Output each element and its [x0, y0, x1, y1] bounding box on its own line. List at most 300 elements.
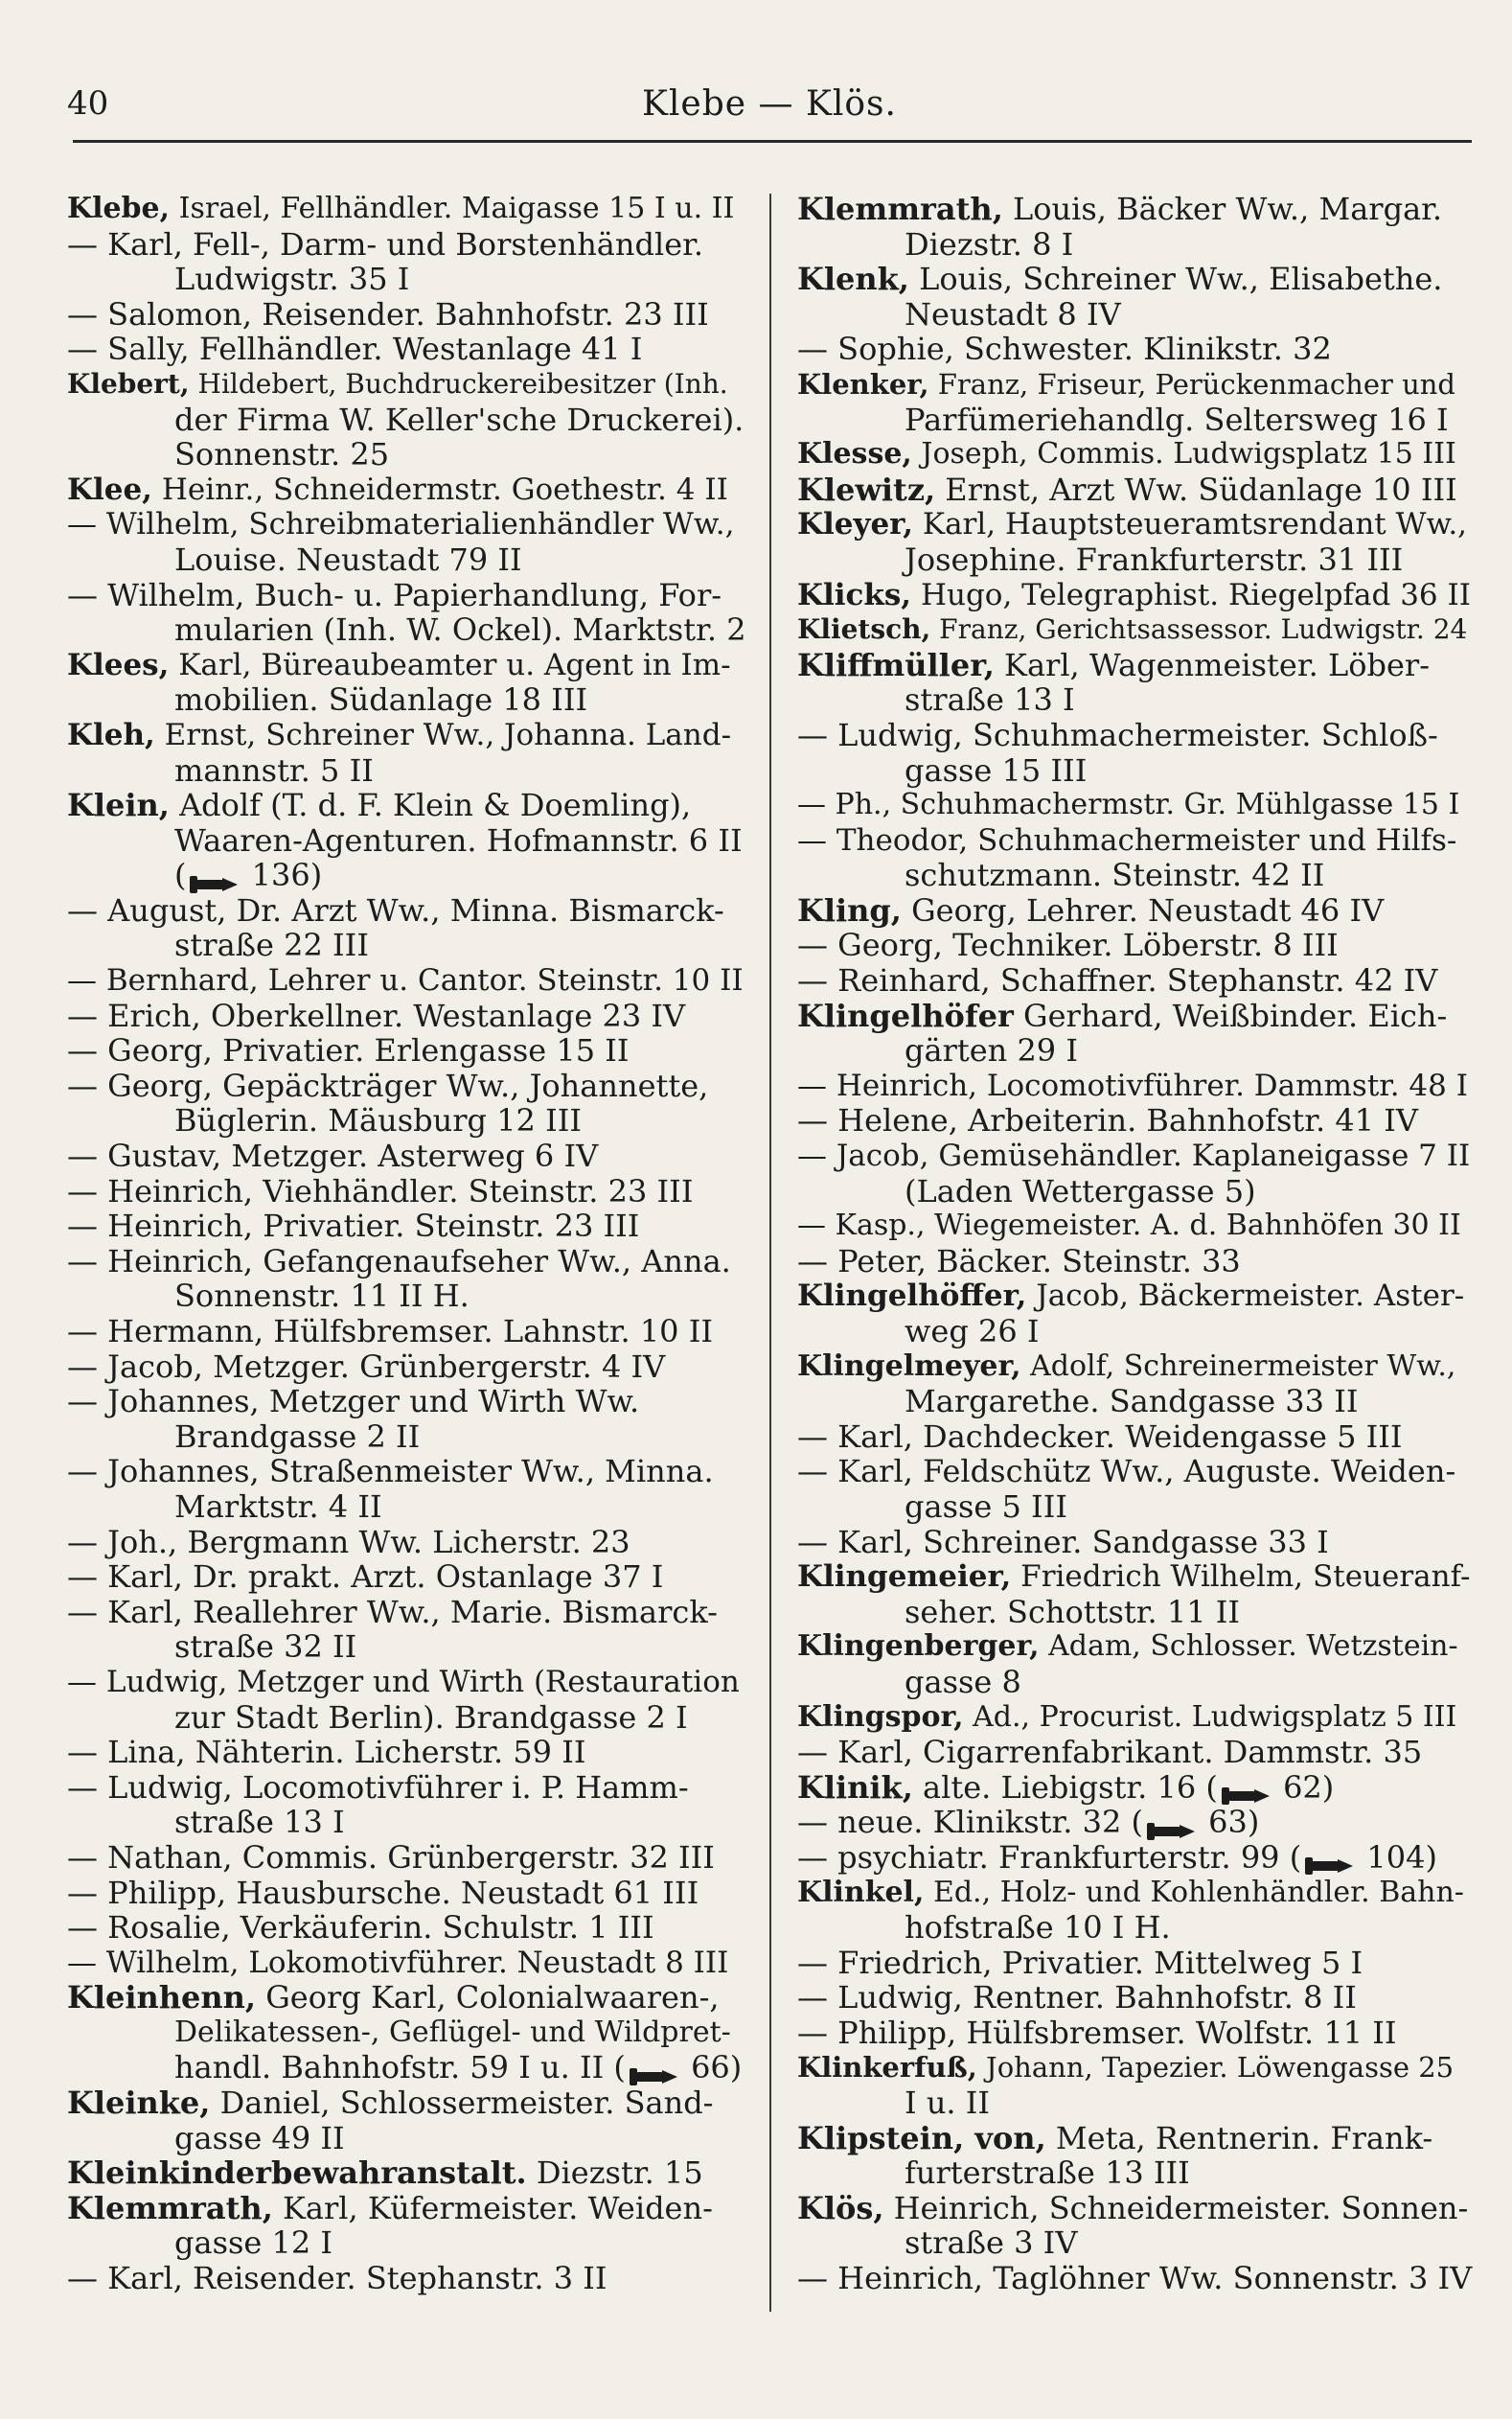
entry-line [67, 2191, 747, 2226]
entry-line [797, 1595, 1476, 1630]
entry-line [67, 297, 747, 333]
entry-text: Ad., Procurist. Ludwigsplatz 5 III [963, 1699, 1457, 1734]
entry-text: Karl, Wagenmeister. Löber- [994, 646, 1431, 683]
entry-text: — Georg, Privatier. Erlengasse 15 II [67, 1032, 630, 1070]
entry-text: — Ludwig, Metzger und Wirth (Restauration [67, 1664, 740, 1699]
entry-text: — Lina, Nähterin. Licherstr. 59 II [67, 1734, 586, 1771]
entry-text: Karl, Küfermeister. Weiden- [272, 2189, 713, 2226]
entry-line [67, 403, 747, 438]
directory-entry [797, 578, 1476, 613]
entry-text: Margarethe. Sandgasse 33 II [905, 1383, 1359, 1420]
entry-line [797, 542, 1476, 578]
entry-text: — Kasp., Wiegemeister. A. d. Bahnhöfen 30 II [797, 1209, 1461, 1243]
entry-line [797, 1174, 1476, 1210]
entry-text: Karl, Büreaubeamter u. Agent in Im- [169, 647, 731, 682]
entry-line [797, 192, 1476, 227]
entry-line [67, 1419, 747, 1455]
entry-line [67, 1209, 747, 1244]
entry-text: — Karl, Reisender. Stephanstr. 3 II [67, 2260, 607, 2297]
entry-line [67, 2050, 747, 2085]
surname: Klemmrath, [67, 2189, 273, 2226]
entry-line [67, 2085, 747, 2121]
entry-line [797, 1629, 1476, 1665]
entry-text: Neustadt 8 IV [905, 295, 1121, 333]
entry-text: straße 3 IV [905, 2224, 1078, 2262]
directory-entry [67, 1980, 747, 2085]
entry-text: Ed., Holz- und Kohlenhändler. Bahn- [924, 1875, 1464, 1909]
entry-text: — Wilhelm, Buch- u. Papierhandlung, For- [67, 576, 722, 613]
surname: Klingemeier, [797, 1559, 1012, 1595]
entry-text: straße 22 III [174, 927, 369, 964]
directory-entry [797, 1279, 1476, 1348]
entry-line [797, 1840, 1476, 1876]
entry-text: — Heinrich, Privatier. Steinstr. 23 III [67, 1208, 640, 1245]
surname: Klenk, [797, 261, 909, 298]
entry-line [67, 1700, 747, 1736]
entry-text: — neue. Klinikstr. 32 ( [797, 1804, 1143, 1841]
directory-entry [67, 893, 747, 963]
entry-line [797, 297, 1476, 333]
entry-text: Adam, Schlosser. Wetzstein- [1039, 1629, 1458, 1664]
entry-line [67, 542, 747, 578]
left-column [67, 192, 747, 2296]
directory-entry [797, 1069, 1476, 1104]
entry-line [67, 472, 747, 508]
entry-text: — Peter, Bäcker. Steinstr. 33 [797, 1242, 1241, 1279]
surname: Klingelhöfer [797, 997, 1014, 1034]
entry-line [67, 367, 747, 403]
entry-line [797, 1454, 1476, 1489]
telephone-number: 136) [241, 857, 323, 894]
directory-entry [67, 1946, 747, 1981]
directory-entry [797, 1209, 1476, 1244]
surname: Klingelhöffer, [797, 1279, 1027, 1314]
entry-line [797, 403, 1476, 438]
entry-text: — Philipp, Hülfsbremser. Wolfstr. 11 II [797, 2014, 1397, 2051]
entry-line [67, 753, 747, 789]
entry-line [67, 823, 747, 859]
entry-text: Heinrich, Schneidermeister. Sonnen- [883, 2189, 1469, 2226]
entry-line [797, 1665, 1476, 1700]
directory-entry [67, 1349, 747, 1385]
entry-text: — Georg, Techniker. Löberstr. 8 III [797, 927, 1339, 964]
directory-entry [797, 928, 1476, 963]
entry-text: Hugo, Telegraphist. Riegelpfad 36 II [911, 577, 1471, 612]
entry-line [67, 963, 747, 999]
entry-line [67, 999, 747, 1034]
entry-line [797, 1314, 1476, 1349]
entry-line [797, 227, 1476, 263]
directory-entry [67, 1314, 747, 1349]
entry-text: Meta, Rentnerin. Frank- [1045, 2119, 1433, 2156]
entry-line [797, 1244, 1476, 1279]
telephone-hand-icon [628, 2060, 679, 2081]
directory-entry [67, 2261, 747, 2296]
entry-line [67, 1174, 747, 1210]
surname: Klees, [67, 647, 170, 682]
entry-line [797, 2155, 1476, 2191]
entry-text: — Heinrich, Taglöhner Ww. Sonnenstr. 3 IV [797, 2260, 1473, 2297]
surname: Klingspor, [797, 1699, 964, 1734]
entry-line [67, 1595, 747, 1630]
entry-line [67, 1384, 747, 1419]
entry-line [797, 1419, 1476, 1455]
entry-line [797, 1279, 1476, 1314]
directory-entry [797, 2191, 1476, 2261]
entry-text: Israel, Fellhändler. Maigasse 15 I u. II [170, 192, 735, 225]
entry-text: — Salomon, Reisender. Bahnhofstr. 23 III [67, 295, 709, 333]
directory-entry [797, 332, 1476, 367]
header-rule [73, 140, 1472, 143]
entry-text: Johann, Tapezier. Löwengasse 25 [976, 2051, 1455, 2085]
directory-entry [797, 1525, 1476, 1560]
entry-text: Brandgasse 2 II [174, 1417, 421, 1455]
entry-line [67, 1033, 747, 1069]
directory-entry [797, 1244, 1476, 1279]
entry-line [797, 1946, 1476, 1981]
entry-line [67, 1876, 747, 1911]
entry-text: — Gustav, Metzger. Asterweg 6 IV [67, 1138, 599, 1175]
entry-line [67, 2016, 747, 2051]
entry-text: Georg Karl, Colonialwaaren-, [256, 1979, 720, 2016]
entry-line [797, 963, 1476, 999]
directory-entry [797, 2016, 1476, 2051]
entry-text: gasse 8 [905, 1663, 1021, 1700]
entry-text: — Karl, Feldschütz Ww., Auguste. Weiden- [797, 1453, 1456, 1490]
entry-text: — Sophie, Schwester. Klinikstr. 32 [797, 331, 1332, 368]
entry-line [67, 1279, 747, 1314]
entry-line [797, 999, 1476, 1034]
entry-line [67, 2155, 747, 2191]
entry-line [67, 1525, 747, 1560]
directory-entry [797, 1980, 1476, 2016]
directory-entry [797, 788, 1476, 823]
entry-line [67, 1349, 747, 1385]
entry-line [67, 788, 747, 823]
directory-entry [67, 2085, 747, 2155]
surname: Kliffmüller, [797, 646, 995, 683]
entry-line [67, 1805, 747, 1840]
telephone-number: 62) [1272, 1768, 1335, 1806]
directory-entry [797, 718, 1476, 788]
entry-line [67, 1559, 747, 1595]
directory-entry [67, 1209, 747, 1244]
entry-line [67, 507, 747, 542]
directory-entry [67, 788, 747, 893]
surname: Klebe, [67, 192, 171, 225]
entry-text: — Helene, Arbeiterin. Bahnhofstr. 41 IV [797, 1102, 1418, 1140]
directory-entry [797, 1840, 1476, 1876]
telephone-hand-icon [1220, 1779, 1271, 1800]
directory-entry [797, 1876, 1476, 1946]
entry-text: Louise. Neustadt 79 II [174, 541, 522, 578]
directory-entry [67, 1174, 747, 1210]
entry-text: (Laden Wettergasse 5) [905, 1172, 1256, 1210]
entry-line [67, 1139, 747, 1174]
entry-line [67, 1665, 747, 1700]
surname: Kleh, [67, 717, 155, 752]
entry-line [67, 332, 747, 367]
entry-text: — psychiatr. Frankfurterstr. 99 ( [797, 1838, 1302, 1876]
directory-entry [67, 999, 747, 1034]
entry-line [67, 858, 747, 893]
directory-entry [67, 297, 747, 333]
entry-text: Sonnenstr. 25 [174, 436, 390, 473]
entry-line [797, 858, 1476, 893]
surname: Klesse, [797, 437, 912, 472]
entry-line [797, 1033, 1476, 1069]
entry-line [67, 2261, 747, 2296]
entry-line [797, 2121, 1476, 2156]
entry-text: — Hermann, Hülfsbremser. Lahnstr. 10 II [67, 1313, 713, 1349]
entry-text: handl. Bahnhofstr. 59 I u. II ( [174, 2049, 626, 2086]
directory-entry [797, 1349, 1476, 1419]
directory-entry [797, 2050, 1476, 2120]
entry-text: — Jacob, Metzger. Grünbergerstr. 4 IV [67, 1348, 666, 1385]
entry-text: — Johannes, Metzger und Wirth Ww. [67, 1383, 640, 1420]
entry-text: gasse 15 III [905, 751, 1088, 789]
entry-text: gärten 29 I [905, 1032, 1078, 1070]
entry-line [797, 472, 1476, 508]
directory-entry [67, 2191, 747, 2261]
directory-entry [67, 1525, 747, 1560]
entry-line [797, 1139, 1476, 1174]
entry-line [67, 1314, 747, 1349]
entry-text: Ludwigstr. 35 I [174, 261, 410, 298]
directory-entry [797, 1946, 1476, 1981]
directory-entry [797, 612, 1476, 648]
surname: Klein, [67, 787, 170, 824]
entry-text: Gerhard, Weißbinder. Eich- [1013, 997, 1448, 1034]
directory-entry [797, 1805, 1476, 1840]
entry-text: gasse 12 I [174, 2224, 333, 2262]
entry-line [797, 262, 1476, 297]
entry-line [67, 227, 747, 263]
entry-text: — Reinhard, Schaffner. Stephanstr. 42 IV [797, 962, 1438, 1000]
surname: Klemmrath, [797, 191, 1003, 227]
surname: Kleinhenn, [67, 1979, 257, 2016]
entry-text: Sonnenstr. 11 II H. [174, 1278, 470, 1315]
surname: Klenker, [797, 367, 929, 401]
entry-line [797, 578, 1476, 613]
directory-entry [67, 1384, 747, 1454]
entry-text: — Ludwig, Locomotivführer i. P. Hamm- [67, 1768, 689, 1806]
entry-text: furterstraße 13 III [905, 2154, 1190, 2192]
entry-line [797, 332, 1476, 367]
entry-text: — Sally, Fellhändler. Westanlage 41 I [67, 331, 643, 368]
directory-entry [797, 192, 1476, 262]
entry-text: — Nathan, Commis. Grünbergerstr. 32 III [67, 1838, 715, 1876]
entry-line [797, 1805, 1476, 1840]
directory-entry [67, 1244, 747, 1314]
entry-text: Heinr., Schneidermstr. Goethestr. 4 II [151, 472, 728, 507]
entry-line [797, 2085, 1476, 2121]
entry-line [797, 788, 1476, 823]
entry-text: Hildebert, Buchdruckereibesitzer (Inh. [189, 367, 728, 400]
entry-text: — Karl, Fell-, Darm- und Borstenhändler. [67, 225, 704, 263]
directory-entry [797, 823, 1476, 893]
entry-line [67, 893, 747, 929]
directory-entry [797, 648, 1476, 718]
surname: Kleyer, [797, 507, 914, 542]
entry-text: Friedrich Wilhelm, Steueranf- [1011, 1559, 1471, 1595]
directory-entry [67, 1454, 747, 1524]
entry-text: Louis, Schreiner Ww., Elisabethe. [908, 261, 1443, 298]
entry-text: — Heinrich, Viehhändler. Steinstr. 23 III [67, 1172, 694, 1210]
entry-line [67, 612, 747, 648]
surname: Kleinkinderbewahranstalt. [67, 2154, 527, 2192]
surname: Klinik, [797, 1768, 913, 1806]
entry-line [797, 1384, 1476, 1419]
directory-entry [67, 648, 747, 718]
entry-text: Jacob, Bäckermeister. Aster- [1026, 1279, 1465, 1314]
entry-text: mobilien. Südanlage 18 III [174, 681, 588, 719]
entry-line [797, 2050, 1476, 2085]
entry-line [797, 2016, 1476, 2051]
entry-line [797, 1735, 1476, 1770]
surname: Kling, [797, 891, 902, 929]
entry-line [67, 1489, 747, 1525]
entry-line [67, 1910, 747, 1946]
entry-line [67, 1840, 747, 1876]
directory-entry [67, 472, 747, 508]
directory-entry [67, 507, 747, 577]
directory-entry [67, 963, 747, 999]
entry-line [797, 1069, 1476, 1104]
entry-text: Diezstr. 15 [526, 2154, 703, 2192]
entry-text: — Ludwig, Schuhmachermeister. Schloß- [797, 716, 1438, 753]
directory-entry [797, 472, 1476, 508]
entry-line [797, 1349, 1476, 1385]
directory-entry [67, 1595, 747, 1665]
entry-text: Louis, Bäcker Ww., Margar. [1002, 191, 1443, 227]
entry-line [797, 2261, 1476, 2296]
directory-entry [67, 192, 747, 227]
right-column [797, 192, 1476, 2296]
directory-entry [67, 578, 747, 648]
surname: Klee, [67, 472, 152, 507]
directory-entry [797, 1629, 1476, 1699]
directory-entry [797, 963, 1476, 999]
entry-text: — Philipp, Hausbursche. Neustadt 61 III [67, 1874, 699, 1911]
directory-entry [67, 332, 747, 367]
directory-entry [797, 2261, 1476, 2296]
entry-line [797, 1559, 1476, 1595]
directory-entry [797, 1770, 1476, 1806]
entry-line [67, 718, 747, 753]
entry-text: — Ludwig, Rentner. Bahnhofstr. 8 II [797, 1979, 1357, 2016]
telephone-hand-icon [1145, 1814, 1197, 1835]
directory-entry [797, 1559, 1476, 1629]
entry-line [797, 928, 1476, 963]
entry-text: mannstr. 5 II [174, 751, 374, 789]
page-header [65, 81, 1474, 138]
entry-text: Diezstr. 8 I [905, 225, 1074, 263]
entry-text: weg 26 I [905, 1313, 1040, 1349]
entry-line [797, 437, 1476, 472]
entry-line [797, 612, 1476, 648]
entry-line [797, 648, 1476, 683]
directory-entry [797, 1419, 1476, 1455]
entry-line [797, 718, 1476, 753]
entry-text: — Jacob, Gemüsehändler. Kaplaneigasse 7 II [797, 1139, 1471, 1174]
entry-text: — Wilhelm, Lokomotivführer. Neustadt 8 III [67, 1945, 729, 1980]
entry-text: — Bernhard, Lehrer u. Cantor. Steinstr. 10 II [67, 963, 744, 999]
entry-line [67, 2121, 747, 2156]
entry-text: zur Stadt Berlin). Brandgasse 2 I [174, 1698, 688, 1736]
entry-text: Karl, Hauptsteueramtsrendant Ww., [913, 507, 1468, 542]
telephone-hand-icon [188, 867, 240, 888]
entry-text: ( [174, 857, 187, 894]
telephone-number: 104) [1357, 1838, 1437, 1876]
entry-text: der Firma W. Keller'sche Druckerei). [174, 401, 745, 438]
entry-line [67, 1244, 747, 1279]
directory-entry [797, 1700, 1476, 1736]
entry-text: Büglerin. Mäusburg 12 III [174, 1102, 582, 1140]
entry-text: straße 32 II [174, 1628, 357, 1666]
entry-text: — Theodor, Schuhmachermeister und Hilfs- [797, 822, 1457, 858]
entry-line [67, 648, 747, 683]
directory-entry [797, 1139, 1476, 1209]
surname: Klietsch, [797, 613, 931, 646]
entry-text: Josephine. Frankfurterstr. 31 III [905, 541, 1404, 578]
entry-line [797, 1489, 1476, 1525]
page-number: 40 [67, 84, 109, 123]
entry-text: — Ph., Schuhmachermstr. Gr. Mühlgasse 15 I [797, 788, 1460, 822]
directory-entry [67, 1665, 747, 1735]
entry-line [67, 1980, 747, 2016]
entry-text: — Rosalie, Verkäuferin. Schulstr. 1 III [67, 1909, 654, 1947]
entry-line [797, 753, 1476, 789]
directory-entry [67, 1033, 747, 1069]
directory-entry [67, 1139, 747, 1174]
column-divider [769, 194, 771, 2312]
entry-text: — Karl, Reallehrer Ww., Marie. Bismarck- [67, 1593, 718, 1630]
entry-text: mularien (Inh. W. Ockel). Marktstr. 2 [174, 611, 746, 649]
entry-line [797, 507, 1476, 542]
entry-text: hofstraße 10 I H. [905, 1909, 1171, 1947]
directory-entry [67, 1840, 747, 1876]
entry-text: Parfümeriehandlg. Seltersweg 16 I [905, 401, 1449, 438]
directory-entry [67, 1910, 747, 1946]
entry-text: alte. Liebigstr. 16 ( [912, 1768, 1218, 1806]
entry-text: — Friedrich, Privatier. Mittelweg 5 I [797, 1944, 1363, 1981]
entry-text: Daniel, Schlossermeister. Sand- [210, 2085, 714, 2122]
directory-entry [67, 1069, 747, 1139]
directory-entry [67, 2155, 747, 2191]
directory-entry [797, 507, 1476, 577]
entry-line [67, 1454, 747, 1489]
entry-line [797, 2191, 1476, 2226]
surname: Klicks, [797, 577, 912, 612]
entry-text: gasse 5 III [905, 1487, 1067, 1525]
surname: Klingenberger, [797, 1629, 1040, 1664]
entry-line [67, 1946, 747, 1981]
surname: Klös, [797, 2189, 884, 2226]
entry-line [67, 1069, 747, 1104]
directory-entry [797, 2121, 1476, 2191]
directory-entry [797, 1454, 1476, 1524]
entry-text: — August, Dr. Arzt Ww., Minna. Bismarck- [67, 891, 724, 929]
entry-text: Delikatessen-, Geflügel- und Wildpret- [174, 2015, 731, 2049]
surname: Klewitz, [797, 471, 936, 508]
telephone-hand-icon [1303, 1849, 1355, 1870]
directory-entry [797, 1103, 1476, 1139]
surname: Klingelmeyer, [797, 1348, 1021, 1383]
entry-text: — Karl, Dr. prakt. Arzt. Ostanlage 37 I [67, 1558, 664, 1596]
directory-entry [67, 1770, 747, 1840]
entry-line [797, 2225, 1476, 2261]
